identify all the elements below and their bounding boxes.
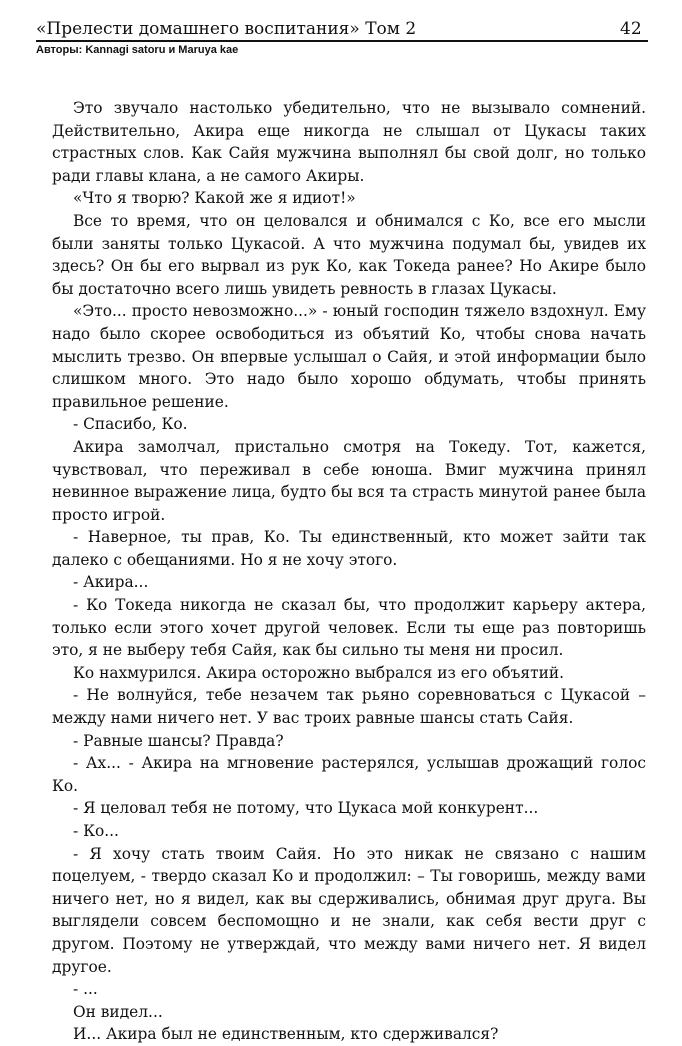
authors-line: Авторы: Kannagi satoru и Maruya kae: [36, 44, 239, 56]
paragraph: Все то время, что он целовался и обнимался с Ко, все его мысли были заняты только Цукасой. А что мужчина подумал бы, увидев их здесь? Он бы его вырвал из рук Ко, как Токеда ранее? Но Акире было бы достаточно всего лишь увидеть ревность в глазах Цукасы.: [52, 211, 646, 298]
page-number: 42: [620, 19, 642, 39]
paragraph: - Я хочу стать твоим Сайя. Но это никак не связано с нашим поцелуем, - твердо сказал Ко и продолжил: – Ты говоришь, между вами ничего нет, но я видел, как вы сдерживались, обнимая друг друга. Вы выглядели совсем беспомощно и не знали, как себя вести друг с другом. Поэтому не утверждай, что между вами ничего нет. Я видел другое.: [52, 844, 646, 976]
paragraph: Акира замолчал, пристально смотря на Токеду. Тот, кажется, чувствовал, что переживал в себе юноша. Вмиг мужчина принял невинное выражение лица, будто бы вся та страсть минутой ранее была просто игрой.: [52, 437, 646, 524]
paragraph: - Ах... - Акира на мгновение растерялся, услышав дрожащий голос Ко.: [52, 754, 646, 795]
paragraph: - Ко Токеда никогда не сказал бы, что продолжит карьеру актера, только если этого хочет другой человек. Если ты еще раз повторишь это, я не выберу тебя Сайя, как бы сильно ты меня ни просил.: [52, 596, 646, 660]
book-title: «Прелести домашнего воспитания» Том 2: [36, 19, 417, 39]
paragraph: И... Акира был не единственным, кто сдерживался?: [73, 1025, 499, 1044]
paragraph: - Я целовал тебя не потому, что Цукаса мой конкурент...: [73, 799, 539, 818]
paragraph: - ...: [73, 980, 98, 999]
paragraph: Он видел...: [73, 1002, 163, 1021]
paragraph: - Спасибо, Ко.: [73, 415, 188, 434]
page-header: [36, 18, 648, 57]
paragraph: - Наверное, ты прав, Ко. Ты единственный, кто может зайти так далеко с обещаниями. Но я не хочу этого.: [52, 528, 646, 569]
paragraph: - Равные шансы? Правда?: [73, 731, 284, 750]
paragraph: - Не волнуйся, тебе незачем так рьяно соревноваться с Цукасой – между нами ничего нет. У вас троих равные шансы стать Сайя.: [52, 686, 646, 728]
paragraph: «Что я творю? Какой же я идиот!»: [73, 189, 356, 208]
paragraph: «Это... просто невозможно...» - юный господин тяжело вздохнул. Ему надо было скорее освободиться из объятий Ко, чтобы снова начать мыслить трезво. Он впервые услышал о Сайя, и этой информации было слишком много. Это надо было хорошо обдумать, чтобы принять правильное решение.: [52, 302, 646, 411]
paragraph: Ко нахмурился. Акира осторожно выбрался из его объятий.: [73, 663, 565, 682]
paragraph: - Ко...: [73, 822, 119, 840]
paragraph: Это звучало настолько убедительно, что не вызывало сомнений. Действительно, Акира еще никогда не слышал от Цукасы таких страстных слов. Как Сайя мужчина выполнял бы свой долг, но только ради главы клана, а не самого Акиры.: [52, 99, 646, 185]
body-text: [52, 97, 646, 1046]
paragraph: - Акира...: [73, 573, 149, 592]
header-title-row: [36, 18, 648, 42]
